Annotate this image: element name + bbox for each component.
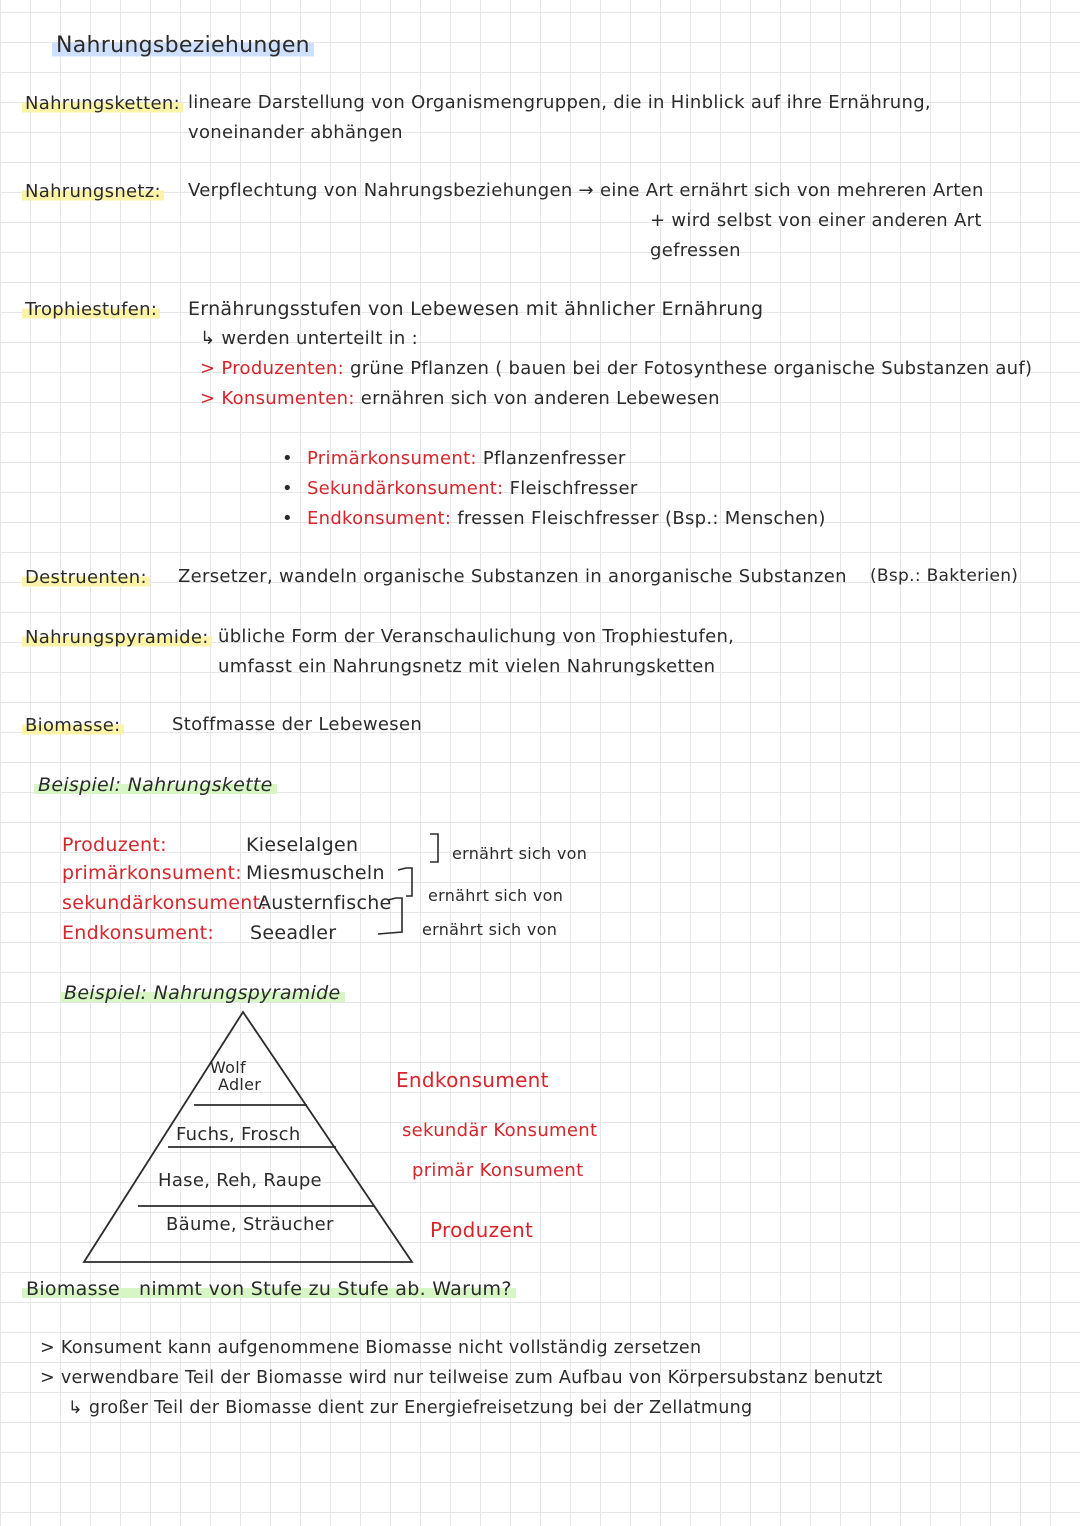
- chain-role-sekundaer: sekundärkonsument:: [62, 892, 268, 914]
- conclusion-point-3: ↳ großer Teil der Biomasse dient zur Energiefreisetzung bei der Zellatmung: [68, 1398, 753, 1418]
- def-nahrungsnetz-line3: gefressen: [650, 240, 741, 261]
- bullet-endkonsument: • Endkonsument: fressen Fleischfresser (Bsp.: Menschen): [282, 508, 826, 531]
- def-nahrungsketten-line1: lineare Darstellung von Organismengruppen, die in Hinblick auf ihre Ernährung,: [188, 92, 931, 113]
- def-nahrungsketten-line2: voneinander abhängen: [188, 122, 403, 143]
- example-chain-heading: Beispiel: Nahrungskette: [34, 774, 277, 798]
- conclusion-point-1: > Konsument kann aufgenommene Biomasse nicht vollständig zersetzen: [40, 1338, 702, 1358]
- chain-role-end: Endkonsument:: [62, 922, 215, 944]
- conclusion-point-2: > verwendbare Teil der Biomasse wird nur teilweise zum Aufbau von Körpersubstanz benutzt: [40, 1368, 883, 1388]
- chain-organism-kieselalgen: Kieselalgen: [246, 834, 359, 856]
- pyramid-level-2: Hase, Reh, Raupe: [158, 1170, 322, 1191]
- pyramid-label-endkonsument: Endkonsument: [396, 1068, 549, 1092]
- chain-organism-austernfische: Austernfische: [258, 892, 392, 914]
- produzenten-line: > Produzenten: grüne Pflanzen ( bauen bei der Fotosynthese organische Substanzen auf): [200, 358, 1033, 379]
- page-title: Nahrungsbeziehungen: [52, 32, 314, 60]
- def-destruenten-example: (Bsp.: Bakterien): [870, 566, 1019, 586]
- def-biomasse: Stoffmasse der Lebewesen: [172, 714, 423, 735]
- chain-organism-miesmuscheln: Miesmuscheln: [246, 862, 385, 884]
- def-trophiestufen-line1: Ernährungsstufen von Lebewesen mit ähnlicher Ernährung: [188, 298, 764, 320]
- term-destruenten: Destruenten:: [22, 566, 150, 590]
- conclusion-heading: Biomasse nimmt von Stufe zu Stufe ab. Warum?: [22, 1278, 516, 1302]
- pyramid-label-sekundaer: sekundär Konsument: [402, 1120, 598, 1141]
- pyramid-level-4-line2: Adler: [218, 1075, 262, 1094]
- chain-organism-seeadler: Seeadler: [250, 922, 337, 944]
- example-pyramid-heading: Beispiel: Nahrungspyramide: [60, 982, 345, 1006]
- chain-relation-1: ernährt sich von: [452, 844, 588, 863]
- def-nahrungspyramide-line2: umfasst ein Nahrungsnetz mit vielen Nahrungsketten: [218, 656, 716, 677]
- pyramid-level-3: Fuchs, Frosch: [176, 1124, 301, 1145]
- def-nahrungsnetz-line1: Verpflechtung von Nahrungsbeziehungen → eine Art ernährt sich von mehreren Arten: [188, 180, 984, 201]
- def-nahrungsnetz-line2: + wird selbst von einer anderen Art: [650, 210, 982, 231]
- konsumenten-line: > Konsumenten: ernähren sich von anderen Lebewesen: [200, 388, 720, 409]
- chain-role-primaer: primärkonsument:: [62, 862, 242, 884]
- def-trophiestufen-line2: ↳ werden unterteilt in :: [200, 328, 418, 349]
- bullet-sekundaerkonsument: • Sekundärkonsument: Fleischfresser: [282, 478, 638, 501]
- chain-relation-2: ernährt sich von: [428, 886, 564, 905]
- chain-role-produzent: Produzent:: [62, 834, 167, 856]
- bullet-primaerkonsument: • Primärkonsument: Pflanzenfresser: [282, 448, 626, 471]
- term-nahrungspyramide: Nahrungspyramide:: [22, 626, 212, 650]
- term-nahrungsketten: Nahrungsketten:: [22, 92, 183, 116]
- pyramid-label-produzent: Produzent: [430, 1218, 534, 1242]
- pyramid-level-1: Bäume, Sträucher: [166, 1214, 334, 1235]
- pyramid-level-4-line1: Wolf: [210, 1058, 246, 1077]
- term-nahrungsnetz: Nahrungsnetz:: [22, 180, 164, 204]
- def-destruenten: Zersetzer, wandeln organische Substanzen in anorganische Substanzen: [178, 566, 847, 587]
- term-trophiestufen: Trophiestufen:: [22, 298, 160, 322]
- chain-relation-3: ernährt sich von: [422, 920, 558, 939]
- def-nahrungspyramide-line1: übliche Form der Veranschaulichung von Trophiestufen,: [218, 626, 735, 647]
- term-biomasse: Biomasse:: [22, 714, 124, 738]
- pyramid-label-primaer: primär Konsument: [412, 1160, 584, 1181]
